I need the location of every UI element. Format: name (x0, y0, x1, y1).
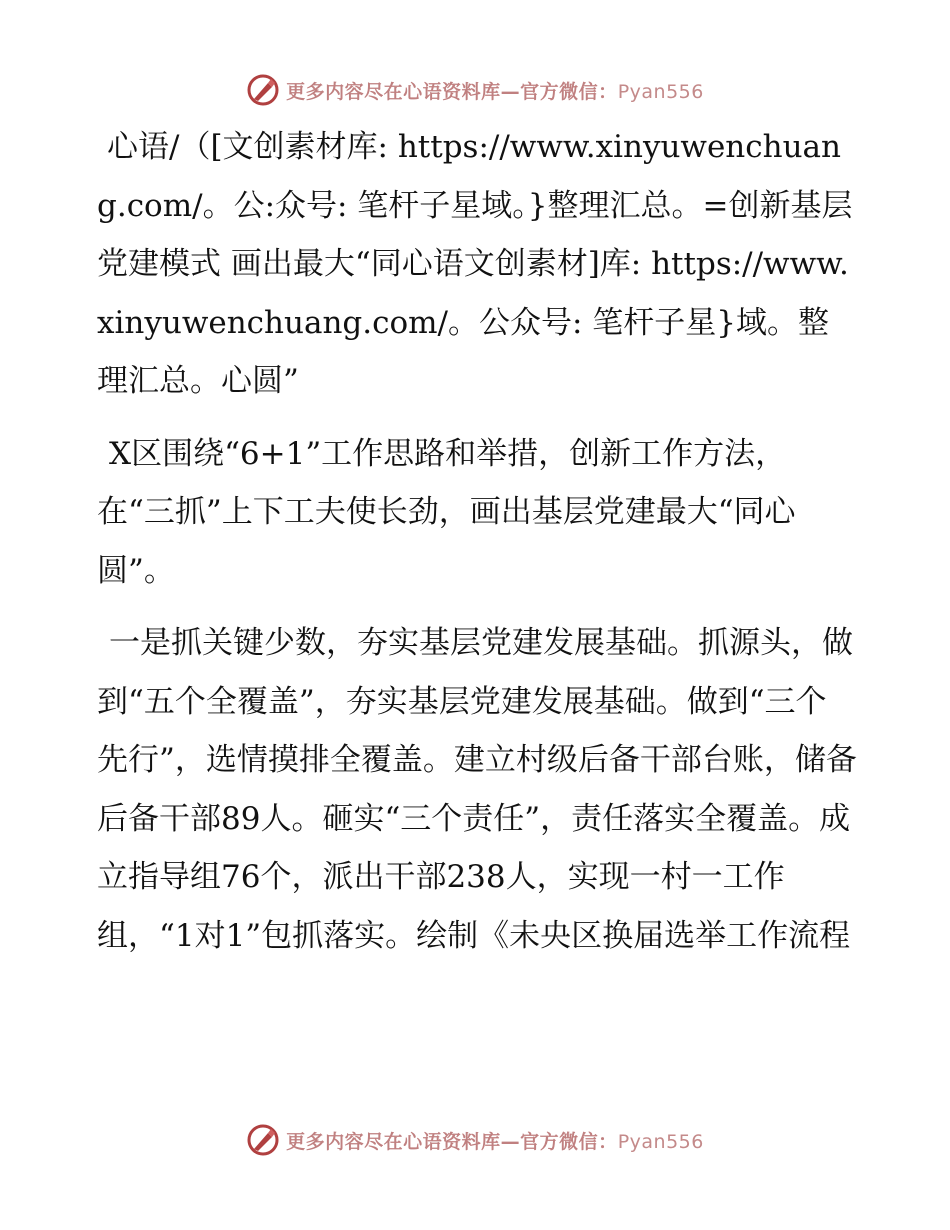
pen-logo-icon (246, 73, 280, 107)
paragraph-3: 一是抓关键少数，夯实基层党建发展基础。抓源头，做到“五个全覆盖”，夯实基层党建发展基础。做到“三个先行”，选情摸排全覆盖。建立村级后备干部台账，储备后备干部89人。砸实“三个责任”，责任落实全覆盖。成立指导组76个，派出干部238人，实现一村一工作组，“1对1”包抓落实。绘制《未央区换届选举工作流程 (97, 625, 857, 954)
watermark-separator: — (500, 80, 521, 103)
watermark-text (286, 77, 704, 104)
document-body (97, 118, 857, 979)
watermark-official: 官方微信： (520, 1130, 618, 1153)
paragraph-1: 心语/（[文创素材库: https://www.xinyuwenchuang.com/。公:众号: 笔杆子星域。}整理汇总。=创新基层党建模式 画出最大“同心语文创素材]库: https://www.xinyuwenchuang.com/。公众号: 笔杆子星}域。整理汇总。心圆” (97, 129, 853, 399)
watermark-official: 官方微信： (520, 80, 618, 103)
pen-logo-icon (246, 1123, 280, 1157)
watermark-title: 更多内容尽在心语资料库 (286, 80, 501, 103)
watermark-handle: Pyan556 (617, 80, 704, 103)
watermark-title: 更多内容尽在心语资料库 (286, 1130, 501, 1153)
watermark-separator: — (500, 1130, 521, 1153)
watermark-text (286, 1127, 704, 1154)
header-watermark (0, 70, 950, 110)
paragraph-2: X区围绕“6+1”工作思路和举措，创新工作方法，在“三抓”上下工夫使长劲，画出基层党建最大“同心圆”。 (97, 435, 796, 589)
watermark-handle: Pyan556 (617, 1130, 704, 1153)
footer-watermark (0, 1120, 950, 1160)
